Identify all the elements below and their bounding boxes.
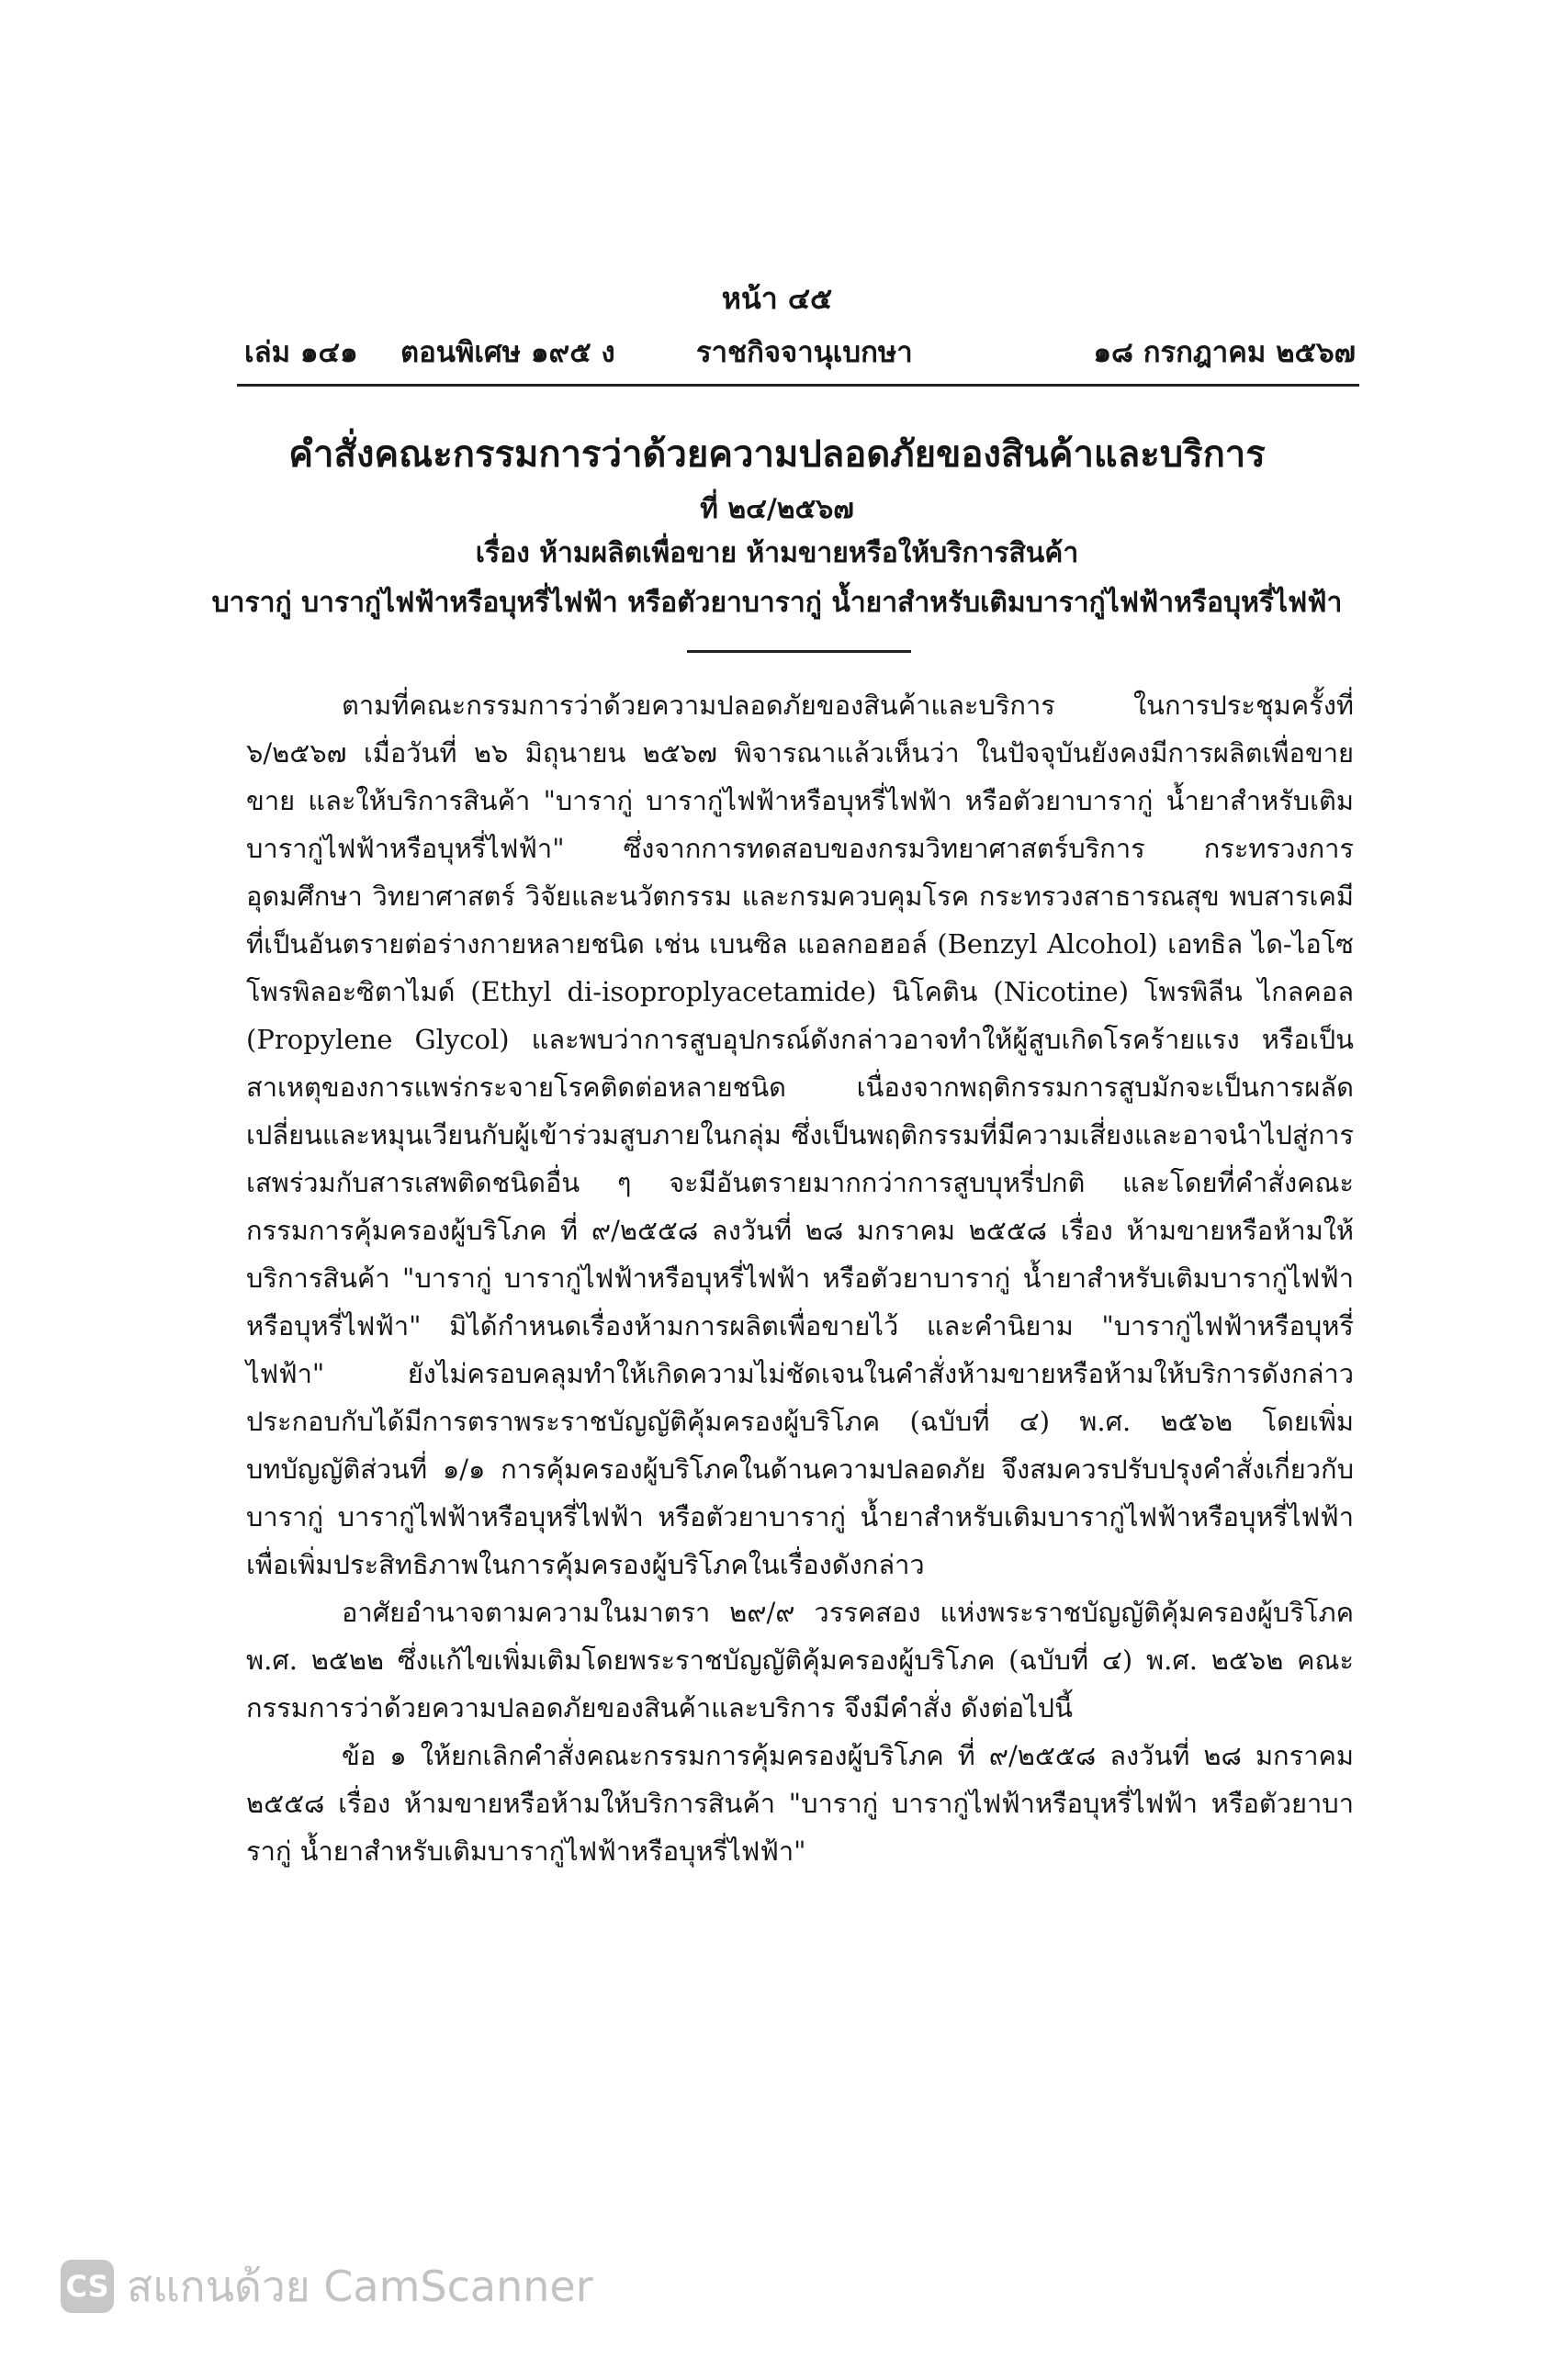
- subject-line-2: บารากู่ บารากู่ไฟฟ้าหรือบุหรี่ไฟฟ้า หรือตัวยาบารากู่ น้ำยาสำหรับเติมบารากู่ไฟฟ้าหรือบุหรี่ไฟฟ้า: [211, 587, 1343, 619]
- title-divider: [687, 650, 911, 653]
- page-number: หน้า ๔๕: [721, 281, 833, 316]
- camscanner-logo-text: CS: [65, 2269, 109, 2304]
- publication-date: ๑๘ กรกฎาคม ๒๕๖๗: [1093, 336, 1356, 369]
- document-body: [246, 681, 1354, 1875]
- paragraph-clause-1: ข้อ ๑ ให้ยกเลิกคำสั่งคณะกรรมการคุ้มครองผู้บริโภค ที่ ๙/๒๕๕๘ ลงวันที่ ๒๘ มกราคม ๒๕๕๘ เรื่อง ห้ามขายหรือห้ามให้บริการสินค้า "บารากู่ บารากู่ไฟฟ้าหรือบุหรี่ไฟฟ้า หรือตัวยาบารากู่ น้ำยาสำหรับเติมบารากู่ไฟฟ้าหรือบุหรี่ไฟฟ้า": [246, 1740, 1354, 1867]
- camscanner-watermark: [61, 2259, 593, 2314]
- watermark-text: สแกนด้วย CamScanner: [127, 2261, 593, 2311]
- issue-number: ตอนพิเศษ ๑๙๕ ง: [400, 336, 615, 369]
- gazette-header: [244, 329, 1356, 375]
- gazette-name: ราชกิจจานุเบกษา: [696, 336, 913, 369]
- header-divider: [237, 384, 1359, 387]
- document-title: คำสั่งคณะกรรมการว่าด้วยความปลอดภัยของสินค้าและบริการ: [288, 432, 1266, 476]
- volume-number: เล่ม ๑๔๑: [244, 336, 358, 369]
- order-number: ที่ ๒๔/๒๕๖๗: [700, 493, 854, 525]
- paragraph-background: ตามที่คณะกรรมการว่าด้วยความปลอดภัยของสินค้าและบริการ ในการประชุมครั้งที่ ๖/๒๕๖๗ เมื่อวันที่ ๒๖ มิถุนายน ๒๕๖๗ พิจารณาแล้วเห็นว่า ในปัจจุบันยังคงมีการผลิตเพื่อขาย ขาย และให้บริการสินค้า "บารากู่ บารากู่ไฟฟ้าหรือบุหรี่ไฟฟ้า หรือตัวยาบารากู่ น้ำยาสำหรับเติมบารากู่ไฟฟ้าหรือบุหรี่ไฟฟ้า" ซึ่งจากการทดสอบของกรมวิทยาศาสตร์บริการ กระทรวงการอุดมศึกษา วิทยาศาสตร์ วิจัยและนวัตกรรม และกรมควบคุมโรค กระทรวงสาธารณสุข พบสารเคมีที่เป็นอันตรายต่อร่างกายหลายชนิด เช่น เบนซิล แอลกอฮอล์ (Benzyl Alcohol) เอทธิล ได-ไอโซโพรพิลอะซิตาไมด์ (Ethyl di-isoproplyacetamide) นิโคติน (Nicotine) โพรพิลีน ไกลคอล (Propylene Glycol) และพบว่าการสูบอุปกรณ์ดังกล่าวอาจทำให้ผู้สูบเกิดโรคร้ายแรง หรือเป็นสาเหตุของการแพร่กระจายโรคติดต่อหลายชนิด เนื่องจากพฤติกรรมการสูบมักจะเป็นการผลัดเปลี่ยนและหมุนเวียนกับผู้เข้าร่วมสูบภายในกลุ่ม ซึ่งเป็นพฤติกรรมที่มีความเสี่ยงและอาจนำไปสู่การเสพร่วมกับสารเสพติดชนิดอื่น ๆ จะมีอันตรายมากกว่าการสูบบุหรี่ปกติ และโดยที่คำสั่งคณะกรรมการคุ้มครองผู้บริโภค ที่ ๙/๒๕๕๘ ลงวันที่ ๒๘ มกราคม ๒๕๕๘ เรื่อง ห้ามขายหรือห้ามให้บริการสินค้า "บารากู่ บารากู่ไฟฟ้าหรือบุหรี่ไฟฟ้า หรือตัวยาบารากู่ น้ำยาสำหรับเติมบารากู่ไฟฟ้าหรือบุหรี่ไฟฟ้า" มิได้กำหนดเรื่องห้ามการผลิตเพื่อขายไว้ และคำนิยาม "บารากู่ไฟฟ้าหรือบุหรี่ไฟฟ้า" ยังไม่ครอบคลุมทำให้เกิดความไม่ชัดเจนในคำสั่งห้ามขายหรือห้ามให้บริการดังกล่าว ประกอบกับได้มีการตราพระราชบัญญัติคุ้มครองผู้บริโภค (ฉบับที่ ๔) พ.ศ. ๒๕๖๒ โดยเพิ่มบทบัญญัติส่วนที่ ๑/๑ การคุ้มครองผู้บริโภคในด้านความปลอดภัย จึงสมควรปรับปรุงคำสั่งเกี่ยวกับบารากู่ บารากู่ไฟฟ้าหรือบุหรี่ไฟฟ้า หรือตัวยาบารากู่ น้ำยาสำหรับเติมบารากู่ไฟฟ้าหรือบุหรี่ไฟฟ้า เพื่อเพิ่มประสิทธิภาพในการคุ้มครองผู้บริโภคในเรื่องดังกล่าว: [246, 690, 1354, 1580]
- subject-line-1: เรื่อง ห้ามผลิตเพื่อขาย ห้ามขายหรือให้บริการสินค้า: [475, 537, 1079, 569]
- paragraph-authority: อาศัยอำนาจตามความในมาตรา ๒๙/๙ วรรคสอง แห่งพระราชบัญญัติคุ้มครองผู้บริโภค พ.ศ. ๒๕๒๒ ซึ่งแก้ไขเพิ่มเติมโดยพระราชบัญญัติคุ้มครองผู้บริโภค (ฉบับที่ ๔) พ.ศ. ๒๕๖๒ คณะกรรมการว่าด้วยความปลอดภัยของสินค้าและบริการ จึงมีคำสั่ง ดังต่อไปนี้: [246, 1597, 1354, 1723]
- camscanner-logo-icon: [61, 2260, 114, 2313]
